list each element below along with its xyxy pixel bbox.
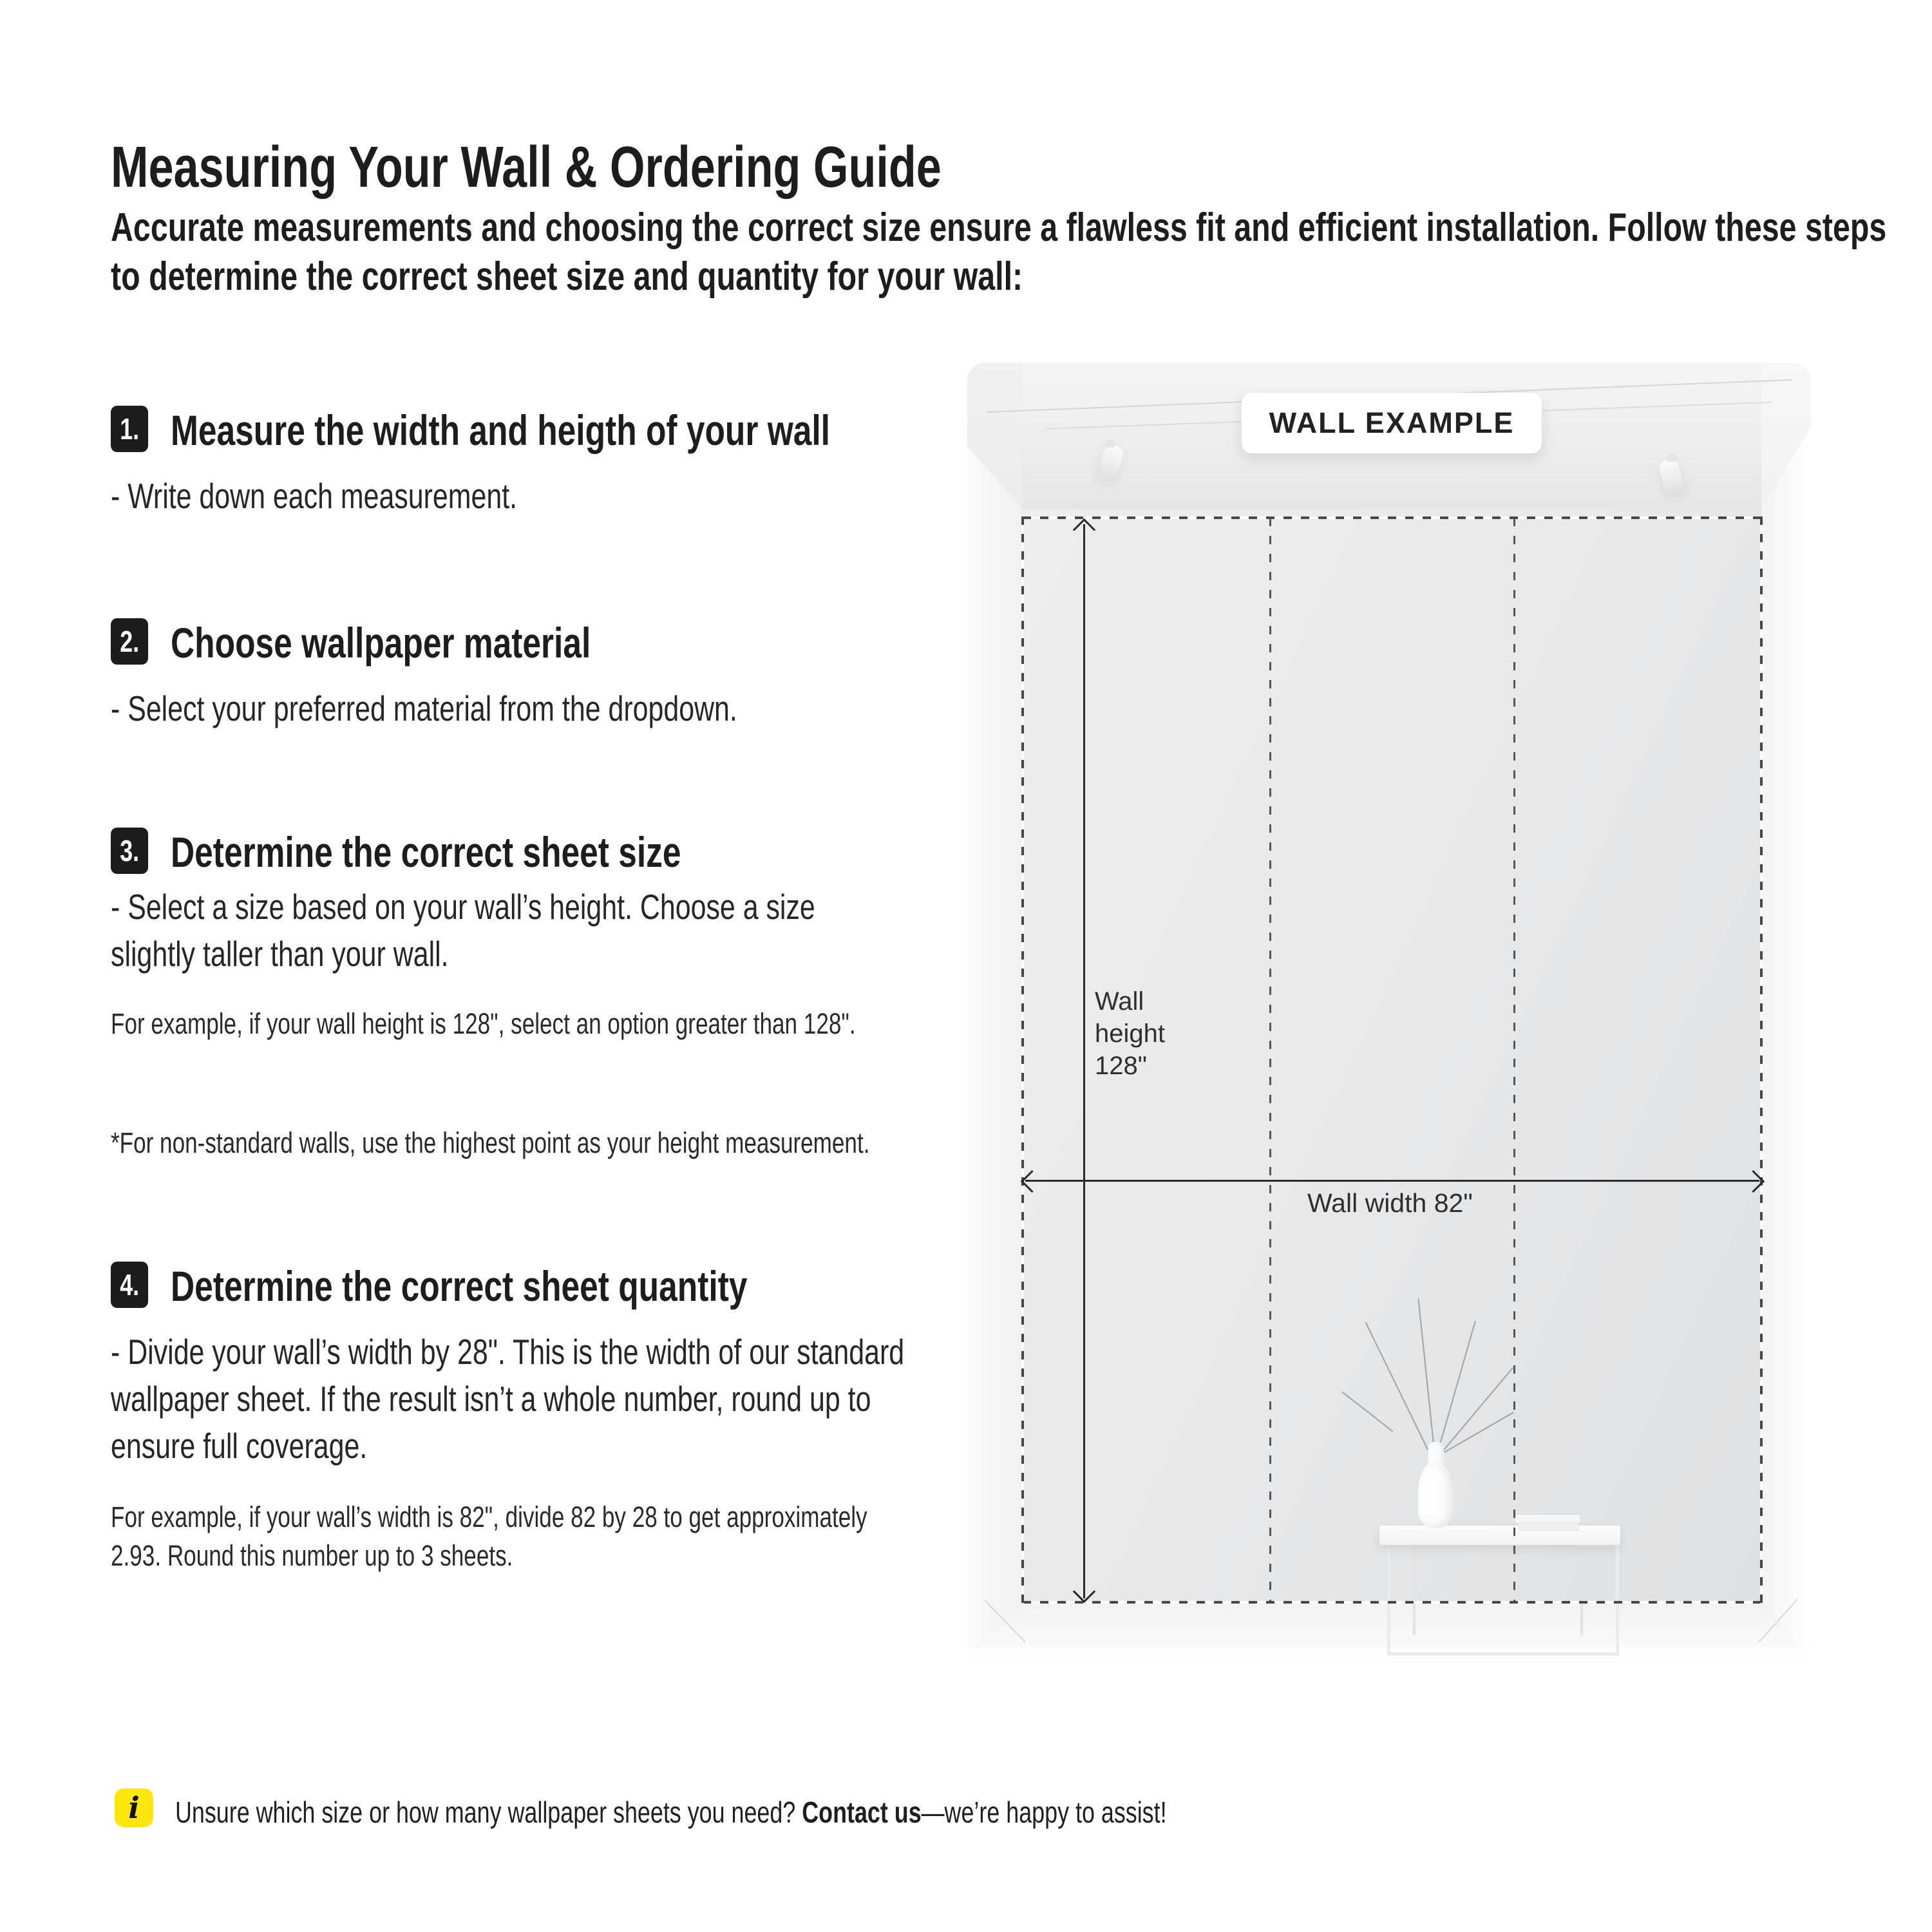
- right-wall: [1761, 427, 1811, 1660]
- wall-height-label-line: 128": [1095, 1052, 1147, 1080]
- ceiling-spotlight-left-cap: [1105, 440, 1115, 448]
- wall-height-label-line: Wall: [1095, 987, 1144, 1016]
- step-3-heading: Determine the correct sheet size: [171, 828, 681, 876]
- step-4-number: 4.: [120, 1268, 139, 1302]
- step-1-number: 1.: [120, 412, 139, 446]
- left-wall: [967, 446, 1023, 1660]
- step-2-number: 2.: [120, 625, 139, 658]
- measure-area-top-dashed-line: [1023, 516, 1763, 519]
- step-2-badge: [111, 618, 148, 665]
- wall-height-label-line: height: [1095, 1019, 1165, 1048]
- step-3-badge: [111, 828, 148, 874]
- step-1-heading: Measure the width and heigth of your wall: [171, 406, 830, 454]
- wall-example-badge: [1242, 393, 1542, 453]
- footer-note-text-after: —we’re happy to assist!: [921, 1795, 1167, 1829]
- info-icon-glyph: i: [128, 1790, 140, 1825]
- wall-example-photo: [967, 363, 1811, 1660]
- footer-note: [175, 1793, 1167, 1832]
- intro-text: Accurate measurements and choosing the correct size ensure a flawless fit and efficient installation. Follow these steps to determine the correct sheet size and quantity for your wall:: [111, 205, 1887, 299]
- step-1-badge: [111, 406, 148, 452]
- measure-area-left-dashed-line: [1021, 516, 1024, 1604]
- books-on-table: [1519, 1522, 1579, 1531]
- wall-width-label: Wall width 82": [1307, 1188, 1473, 1218]
- step-3-number: 3.: [120, 834, 139, 867]
- measure-area-bottom-dashed-line: [1023, 1601, 1763, 1604]
- step-2-body: - Select your preferred material from the dropdown.: [111, 688, 737, 728]
- wall-width-arrow: [1025, 1180, 1759, 1182]
- side-table: [1387, 1542, 1619, 1656]
- step-2-heading: Choose wallpaper material: [171, 619, 591, 667]
- page-title: Measuring Your Wall & Ordering Guide: [111, 135, 942, 200]
- step-3-body: - Select a size based on your wall’s height. Choose a size slightly taller than your wall.: [111, 887, 815, 974]
- step-4-body: - Divide your wall’s width by 28". This is the width of our standard wallpaper sheet. If the result isn’t a whole number, round up to ensure full coverage.: [111, 1332, 905, 1466]
- measure-area-right-dashed-line: [1760, 516, 1763, 1604]
- side-table-top: [1379, 1526, 1620, 1545]
- contact-us-link[interactable]: Contact us: [802, 1795, 922, 1829]
- vase: [1418, 1461, 1453, 1528]
- step-3-note: *For non-standard walls, use the highest point as your height measurement.: [111, 1126, 870, 1159]
- wall-example-label: WALL EXAMPLE: [1269, 406, 1515, 439]
- step-3-example: For example, if your wall height is 128", select an option greater than 128".: [111, 1007, 856, 1040]
- sheet-divider-dashed-line-1: [1269, 518, 1271, 1601]
- step-4-heading: Determine the correct sheet quantity: [171, 1262, 748, 1310]
- wall-height-arrow: [1083, 524, 1085, 1598]
- sheet-divider-dashed-line-2: [1513, 518, 1515, 1601]
- info-icon: [115, 1788, 153, 1827]
- step-4-example: For example, if your wall’s width is 82", divide 82 by 28 to get approximately 2.93. Round this number up to 3 sheets.: [111, 1501, 867, 1572]
- step-1-body: - Write down each measurement.: [111, 476, 518, 516]
- wall-height-label: [1095, 985, 1165, 1082]
- ceiling-spotlight-right-cap: [1667, 454, 1677, 462]
- footer-note-text: Unsure which size or how many wallpaper sheets you need?: [175, 1795, 802, 1829]
- step-4-badge: [111, 1262, 148, 1308]
